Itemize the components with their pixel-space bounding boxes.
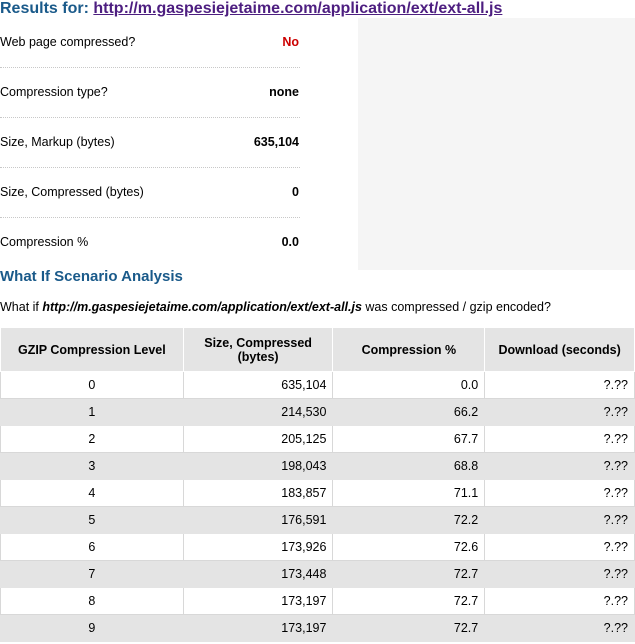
- cell-size: 205,125: [183, 426, 333, 453]
- cell-size: 176,591: [183, 507, 333, 534]
- summary-value: 0: [292, 185, 299, 199]
- table-row: [1, 453, 635, 480]
- summary-value: 0.0: [281, 235, 299, 249]
- summary-label: Compression %: [0, 235, 89, 249]
- whatif-desc-url: http://m.gaspesiejetaime.com/application/ext/ext-all.js: [42, 300, 362, 314]
- scenario-table: [0, 327, 635, 642]
- summary-label: Size, Compressed (bytes): [0, 185, 144, 199]
- cell-level: 3: [1, 453, 184, 480]
- header-gzip-level: GZIP Compression Level: [1, 328, 184, 372]
- cell-size: 173,197: [183, 588, 333, 615]
- cell-download: ?.??: [485, 480, 635, 507]
- cell-download: ?.??: [485, 399, 635, 426]
- table-body: [1, 372, 635, 642]
- summary-row-compressed: [0, 18, 300, 68]
- cell-size: 183,857: [183, 480, 333, 507]
- cell-download: ?.??: [485, 588, 635, 615]
- summary-label: Compression type?: [0, 85, 108, 99]
- cell-percent: 72.2: [333, 507, 485, 534]
- cell-percent: 71.1: [333, 480, 485, 507]
- summary-label: Web page compressed?: [0, 35, 136, 49]
- table-row: [1, 426, 635, 453]
- cell-download: ?.??: [485, 372, 635, 399]
- cell-size: 173,197: [183, 615, 333, 642]
- cell-download: ?.??: [485, 615, 635, 642]
- whatif-heading: What If Scenario Analysis: [0, 268, 183, 285]
- cell-download: ?.??: [485, 561, 635, 588]
- whatif-desc-suffix: was compressed / gzip encoded?: [361, 300, 551, 314]
- cell-size: 173,448: [183, 561, 333, 588]
- results-heading: [0, 0, 502, 18]
- cell-percent: 68.8: [333, 453, 485, 480]
- summary-value: 635,104: [253, 135, 299, 149]
- header-size-compressed: Size, Compressed (bytes): [183, 328, 333, 372]
- cell-size: 198,043: [183, 453, 333, 480]
- cell-level: 0: [1, 372, 184, 399]
- cell-download: ?.??: [485, 426, 635, 453]
- cell-percent: 72.7: [333, 588, 485, 615]
- results-url-link[interactable]: http://m.gaspesiejetaime.com/application/ext/ext-all.js: [93, 0, 503, 17]
- cell-percent: 0.0: [333, 372, 485, 399]
- table-header-row: [1, 328, 635, 372]
- cell-level: 8: [1, 588, 184, 615]
- header-compression-percent: Compression %: [333, 328, 485, 372]
- cell-percent: 72.7: [333, 561, 485, 588]
- whatif-description: [0, 300, 551, 314]
- summary-value: none: [269, 85, 299, 99]
- summary-row-size-markup: [0, 118, 300, 168]
- cell-level: 9: [1, 615, 184, 642]
- cell-level: 6: [1, 534, 184, 561]
- cell-download: ?.??: [485, 453, 635, 480]
- results-prefix: Results for:: [0, 0, 89, 17]
- summary-label: Size, Markup (bytes): [0, 135, 115, 149]
- cell-size: 214,530: [183, 399, 333, 426]
- cell-percent: 67.7: [333, 426, 485, 453]
- header-download-seconds: Download (seconds): [485, 328, 635, 372]
- cell-level: 7: [1, 561, 184, 588]
- table-row: [1, 399, 635, 426]
- summary-row-size-compressed: [0, 168, 300, 218]
- table-row: [1, 480, 635, 507]
- table-row: [1, 561, 635, 588]
- cell-download: ?.??: [485, 507, 635, 534]
- summary-row-compression-percent: [0, 218, 300, 268]
- table-row: [1, 507, 635, 534]
- cell-percent: 66.2: [333, 399, 485, 426]
- side-panel: [358, 18, 635, 270]
- cell-level: 4: [1, 480, 184, 507]
- table-row: [1, 534, 635, 561]
- summary-row-compression-type: [0, 68, 300, 118]
- cell-percent: 72.6: [333, 534, 485, 561]
- cell-percent: 72.7: [333, 615, 485, 642]
- table-row: [1, 615, 635, 642]
- cell-size: 635,104: [183, 372, 333, 399]
- summary-value: No: [282, 35, 299, 49]
- table-row: [1, 372, 635, 399]
- whatif-desc-prefix: What if: [0, 300, 43, 314]
- table-row: [1, 588, 635, 615]
- cell-size: 173,926: [183, 534, 333, 561]
- summary-list: [0, 18, 300, 268]
- cell-download: ?.??: [485, 534, 635, 561]
- cell-level: 2: [1, 426, 184, 453]
- cell-level: 5: [1, 507, 184, 534]
- cell-level: 1: [1, 399, 184, 426]
